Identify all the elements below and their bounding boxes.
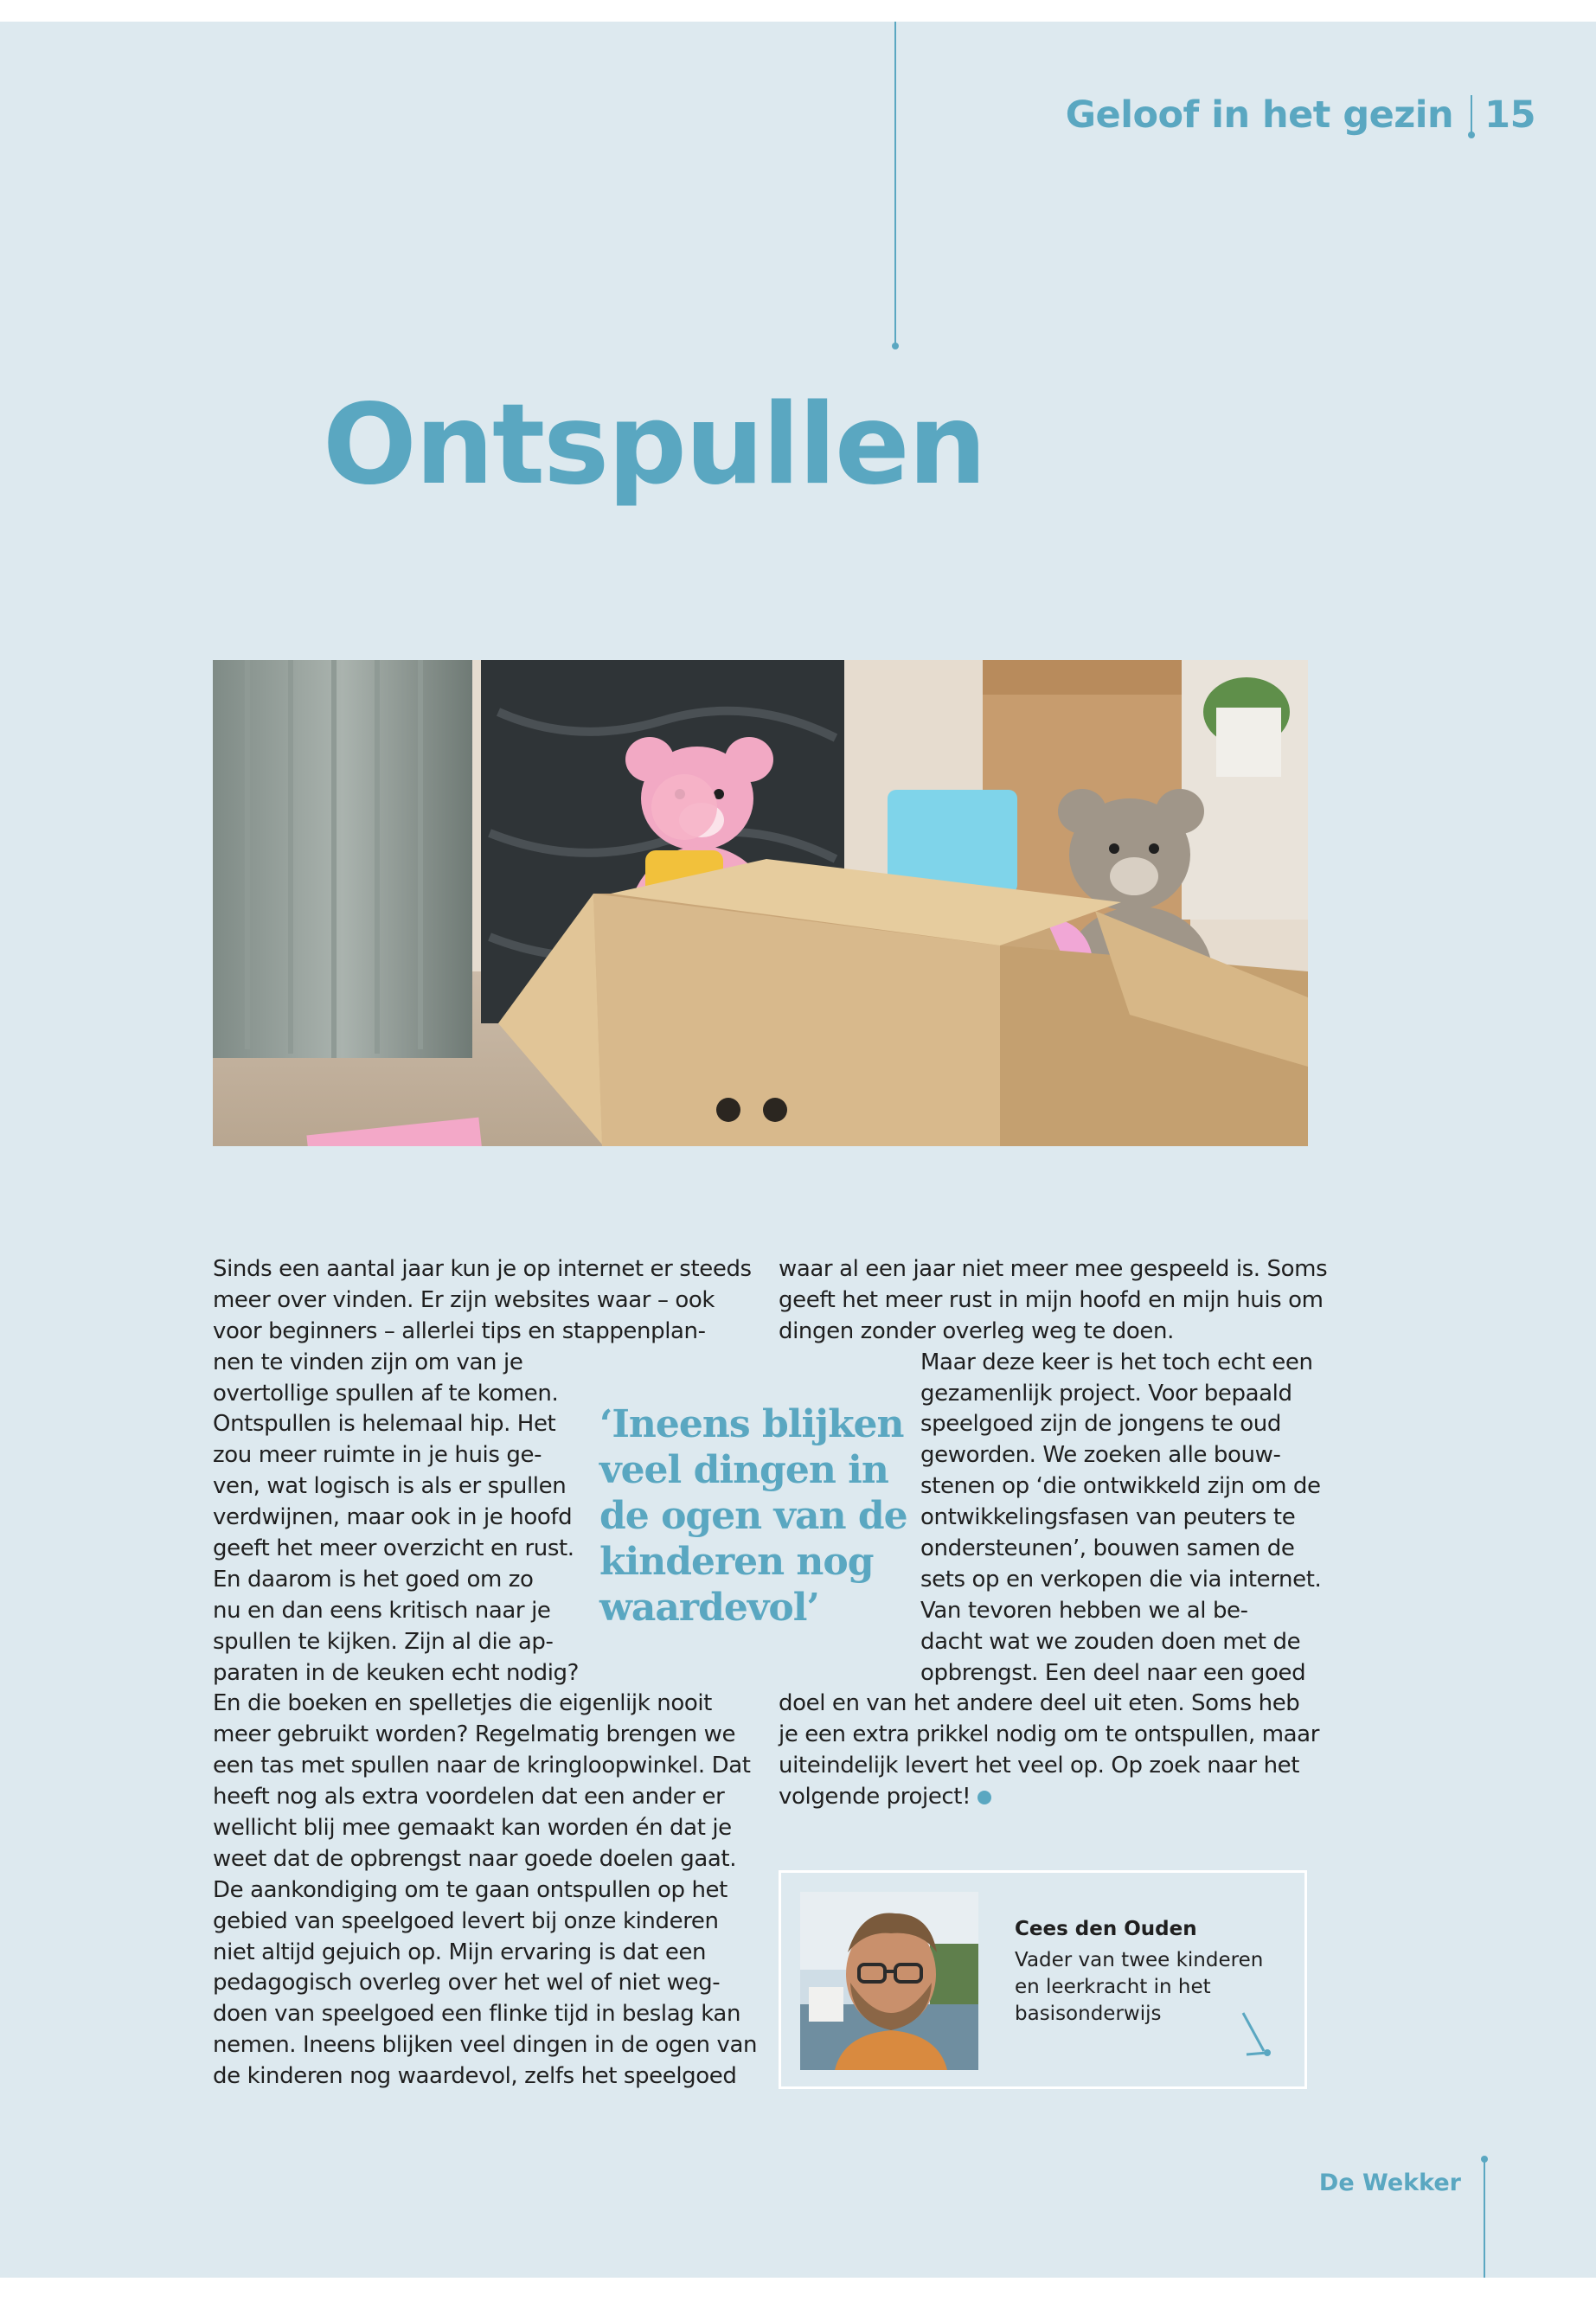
body-line: een tas met spullen naar de kringloopwinkel. Dat <box>213 1753 751 1779</box>
body-line: En daarom is het goed om zo <box>213 1566 534 1593</box>
toy-box-illustration <box>213 660 1308 1146</box>
header-separator <box>1471 95 1472 135</box>
top-divider-line <box>894 22 896 346</box>
author-portrait <box>800 1892 978 2070</box>
body-line: geeft het meer overzicht en rust. <box>213 1535 574 1562</box>
body-line: niet altijd gejuich op. Mijn ervaring is dat een <box>213 1939 707 1965</box>
body-line: pedagogisch overleg over het wel of niet weg- <box>213 1970 721 1997</box>
body-line: overtollige spullen af te komen. <box>213 1380 559 1407</box>
body-line: ven, wat logisch is als er spullen <box>213 1473 567 1500</box>
body-line: heeft nog als extra voordelen dat een ander er <box>213 1784 725 1811</box>
body-line: uiteindelijk levert het veel op. Op zoek naar het <box>779 1753 1300 1779</box>
body-line: wellicht blij mee gemaakt kan worden én dat je <box>213 1815 732 1842</box>
body-line: verdwijnen, maar ook in je hoofd <box>213 1504 573 1531</box>
article-right-column <box>779 1254 1328 1813</box>
body-line: geworden. We zoeken alle bouw- <box>920 1442 1281 1469</box>
body-line: spullen te kijken. Zijn al die ap- <box>213 1628 554 1655</box>
body-line: je een extra prikkel nodig om te ontspullen, maar <box>779 1721 1319 1748</box>
body-line: nu en dan eens kritisch naar je <box>213 1597 551 1624</box>
author-description-line: Vader van twee kinderen <box>1015 1949 1264 1971</box>
body-line: gebied van speelgoed levert bij onze kinderen <box>213 1907 719 1934</box>
author-description-line: basisonderwijs <box>1015 2003 1162 2025</box>
section-title: Geloof in het gezin <box>1065 93 1454 137</box>
author-box <box>779 1870 1307 2089</box>
body-line: Van tevoren hebben we al be- <box>920 1597 1248 1624</box>
body-line: Maar deze keer is het toch echt een <box>920 1349 1313 1375</box>
page-number: 15 <box>1484 93 1535 137</box>
author-name: Cees den Ouden <box>1015 1918 1197 1940</box>
body-line: doen van speelgoed een flinke tijd in beslag kan <box>213 2001 741 2028</box>
body-line: gezamenlijk project. Voor bepaald <box>920 1380 1292 1407</box>
page-header <box>1066 93 1535 137</box>
body-line: stenen op ‘die ontwikkeld zijn om de <box>920 1473 1321 1500</box>
body-line-last <box>779 1782 1315 1813</box>
body-line: speelgoed zijn de jongens te oud <box>920 1411 1281 1438</box>
article-title: Ontspullen <box>323 381 985 510</box>
pull-quote-line: ‘Ineens blijken <box>599 1402 904 1446</box>
body-line: waar al een jaar niet meer mee gespeeld is. Soms <box>779 1256 1328 1282</box>
body-line: meer gebruikt worden? Regelmatig brengen we <box>213 1721 736 1748</box>
body-line: voor beginners – allerlei tips en stappenplan- <box>213 1317 706 1344</box>
pull-quote-line: kinderen nog <box>599 1540 874 1584</box>
pull-quote-line: waardevol’ <box>599 1586 819 1630</box>
body-line: Ontspullen is helemaal hip. Het <box>213 1411 556 1438</box>
top-divider-dot <box>892 343 899 349</box>
body-line: nemen. Ineens blijken veel dingen in de ogen van <box>213 2032 758 2059</box>
body-line: Sinds een aantal jaar kun je op internet er steeds <box>213 1256 752 1282</box>
body-line: ontwikkelingsfasen van peuters te <box>920 1504 1296 1531</box>
body-line: doel en van het andere deel uit eten. Soms heb <box>779 1690 1300 1717</box>
author-photo <box>800 1892 978 2070</box>
end-of-article-dot <box>977 1791 991 1804</box>
body-line: nen te vinden zijn om van je <box>213 1349 523 1375</box>
article-left-column <box>213 1254 758 2093</box>
decorative-arrow-icon <box>1240 2009 1274 2061</box>
body-line: weet dat de opbrengst naar goede doelen gaat. <box>213 1845 737 1872</box>
body-line: sets op en verkopen die via internet. <box>920 1566 1322 1593</box>
pull-quote-line: veel dingen in <box>599 1448 888 1492</box>
body-line: De aankondiging om te gaan ontspullen op het <box>213 1876 727 1903</box>
body-line: dingen zonder overleg weg te doen. <box>779 1317 1174 1344</box>
author-description-line: en leerkracht in het <box>1015 1976 1211 1998</box>
magazine-name: De Wekker <box>1318 2170 1461 2196</box>
body-line: ondersteunen’, bouwen samen de <box>920 1535 1295 1562</box>
body-line: dacht wat we zouden doen met de <box>920 1628 1301 1655</box>
bottom-divider-dot <box>1481 2156 1488 2163</box>
body-line: paraten in de keuken echt nodig? <box>213 1659 580 1686</box>
last-line-text: volgende project! <box>779 1784 971 1811</box>
body-line: meer over vinden. Er zijn websites waar – ook <box>213 1286 715 1313</box>
body-line: de kinderen nog waardevol, zelfs het speelgoed <box>213 2063 737 2090</box>
bottom-divider-line <box>1484 2159 1485 2278</box>
body-line: opbrengst. Een deel naar een goed <box>920 1659 1306 1686</box>
article-photo <box>213 660 1308 1146</box>
body-line: zou meer ruimte in je huis ge- <box>213 1442 542 1469</box>
pull-quote-line: de ogen van de <box>599 1494 907 1538</box>
body-line: geeft het meer rust in mijn hoofd en mijn huis om <box>779 1286 1324 1313</box>
author-description <box>1015 1947 1263 2028</box>
body-line: En die boeken en spelletjes die eigenlijk nooit <box>213 1690 712 1717</box>
